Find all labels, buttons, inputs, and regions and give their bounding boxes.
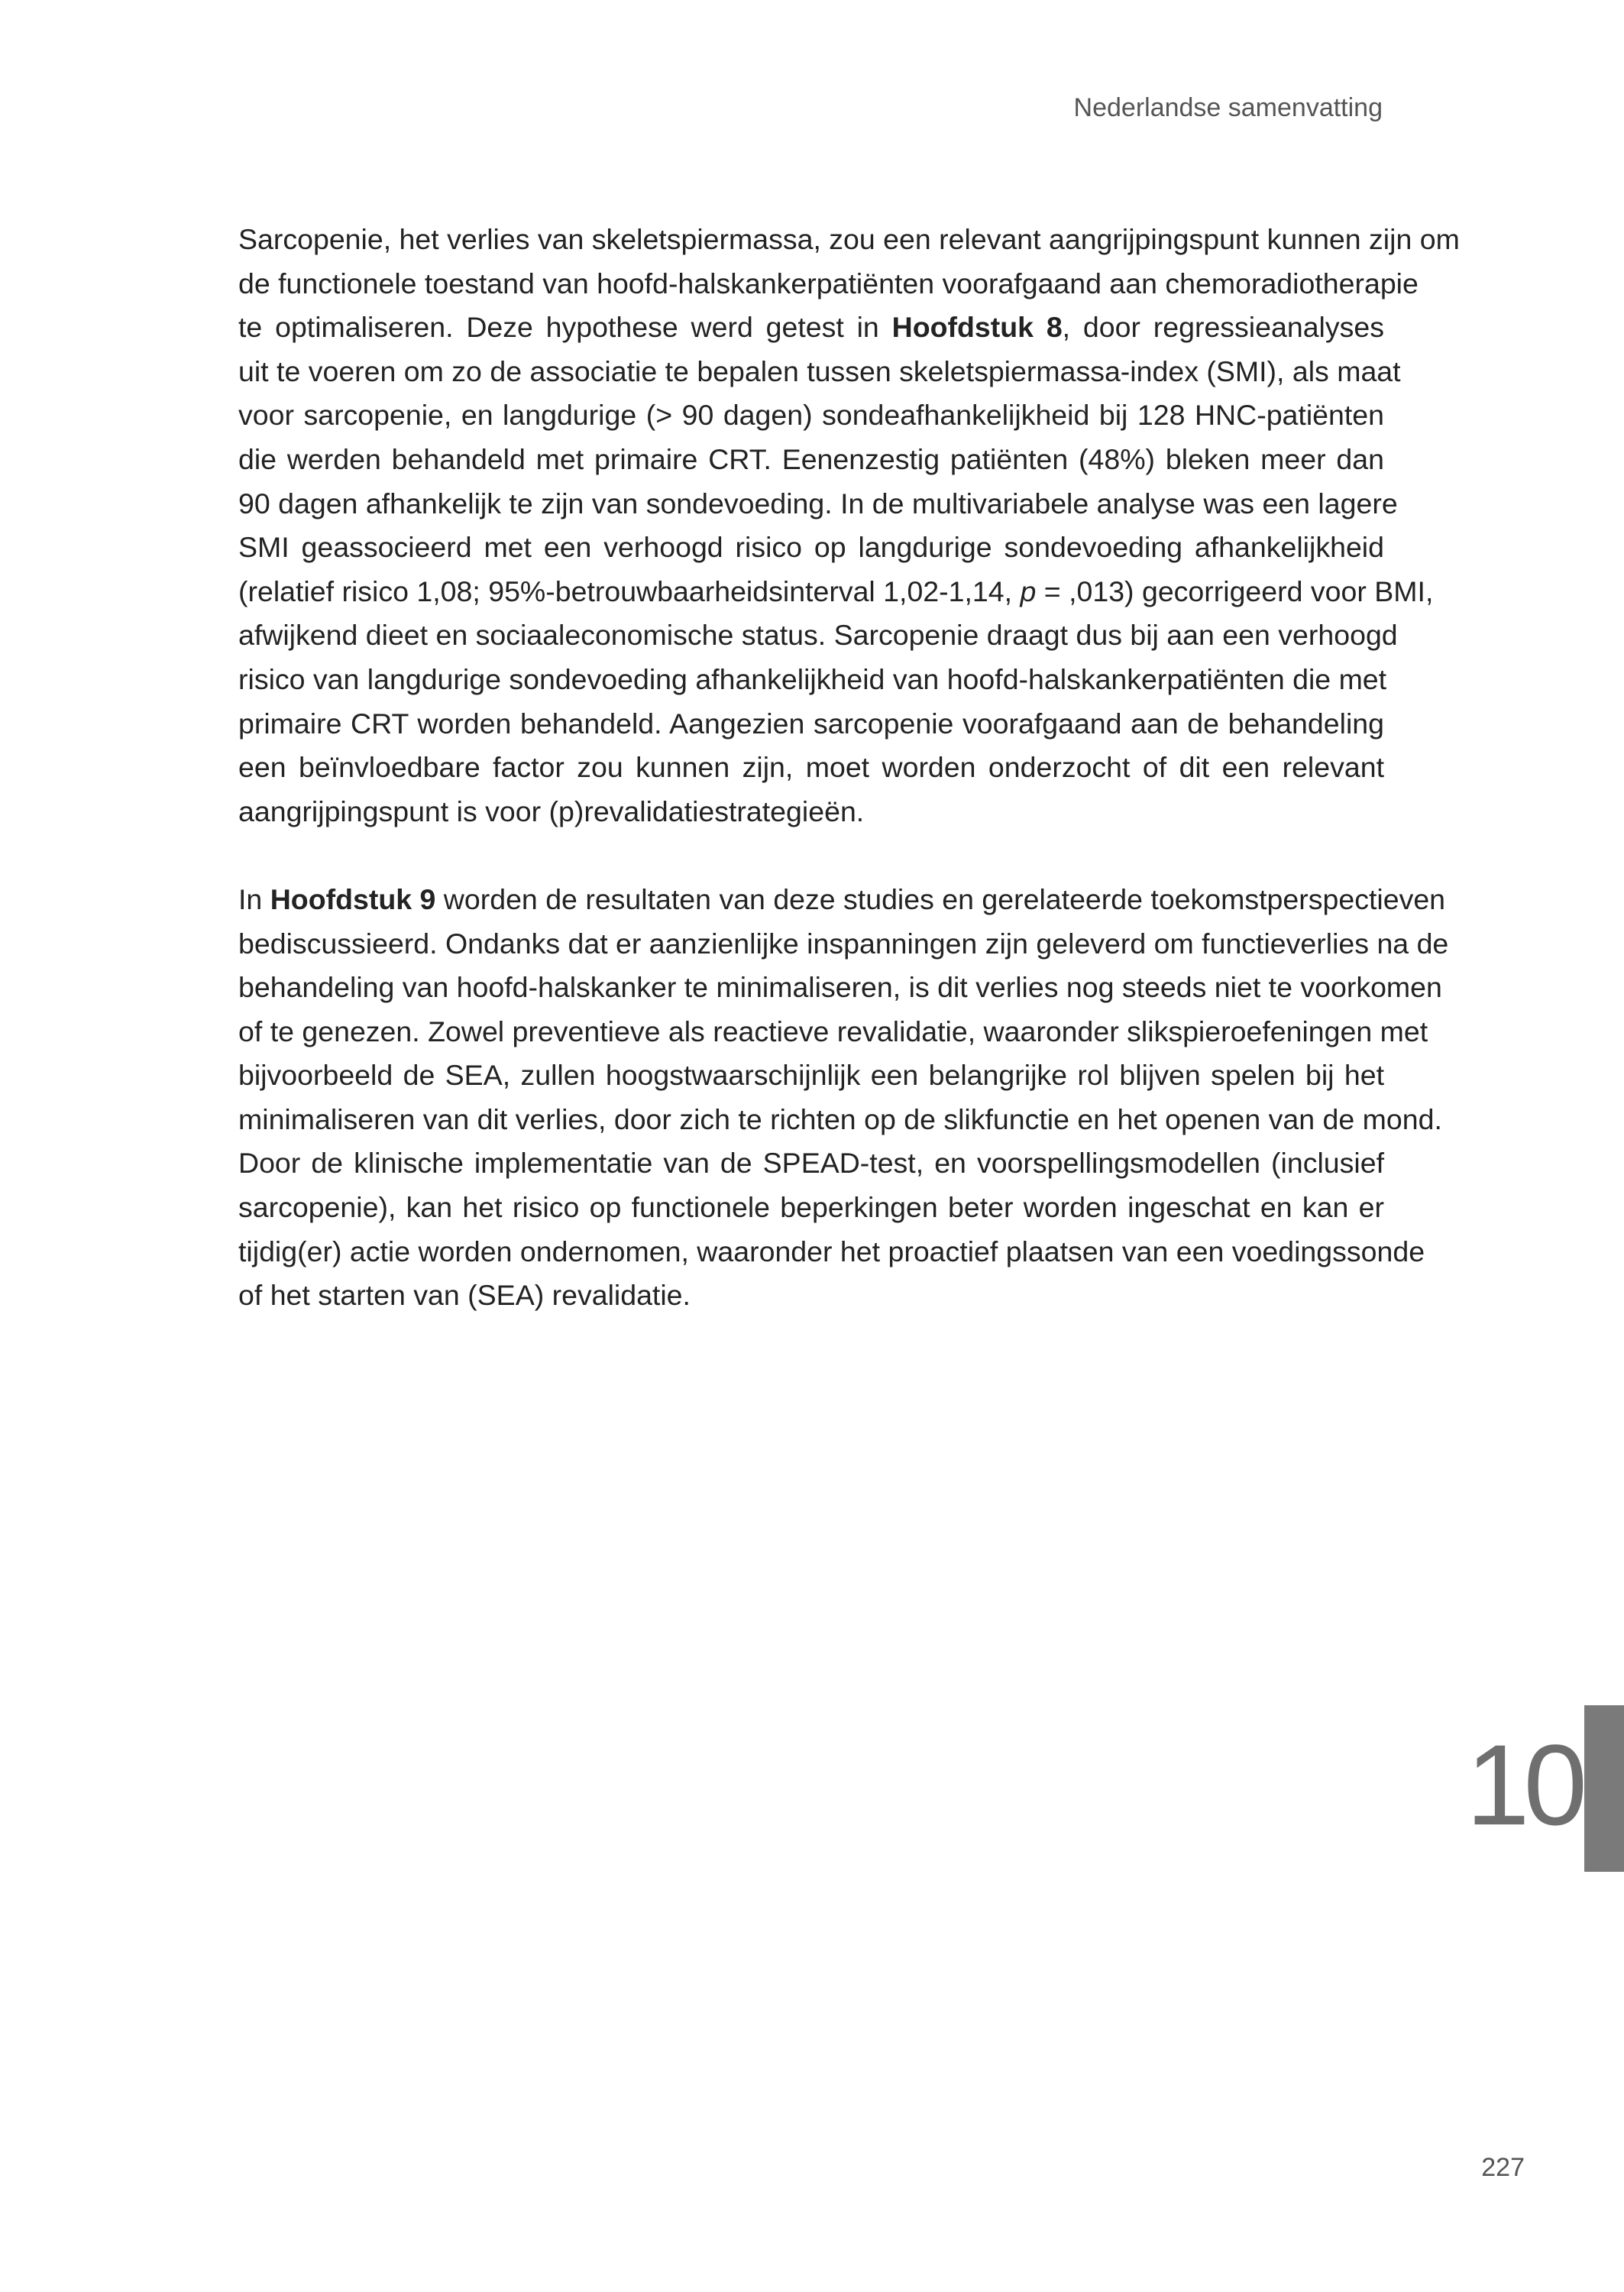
running-header: Nederlandse samenvatting xyxy=(1073,93,1383,122)
text-run: te optimaliseren. Deze hypothese werd getest in xyxy=(238,311,892,344)
text-run: , door regressieanalyses xyxy=(1062,311,1384,344)
paragraph-1-line: die werden behandeld met primaire CRT. Eenenzestig patiënten (48%) bleken meer dan xyxy=(238,442,1384,475)
chapter-reference-8: Hoofdstuk 8 xyxy=(891,311,1063,344)
p-value-symbol: p xyxy=(1020,575,1037,607)
chapter-number: 10 xyxy=(1466,1721,1581,1849)
chapter-reference-9: Hoofdstuk 9 xyxy=(270,882,436,915)
text-run: (relatief risico 1,08; 95%-betrouwbaarheidsinterval 1,02-1,14, xyxy=(238,575,1021,607)
text-run: worden de resultaten van deze studies en gerelateerde toekomstperspectieven xyxy=(435,882,1446,915)
paragraph-1-line: risico van langdurige sondevoeding afhankelijkheid van hoofd-halskankerpatiënten die met xyxy=(238,662,1387,695)
page-number: 227 xyxy=(1481,2153,1525,2182)
paragraph-2-line: tijdig(er) actie worden ondernomen, waaronder het proactief plaatsen van een voedingssonde xyxy=(238,1235,1425,1267)
chapter-tab xyxy=(1584,1705,1624,1872)
paragraph-1-line: voor sarcopenie, en langdurige (> 90 dagen) sondeafhankelijkheid bij 128 HNC-patiënten xyxy=(238,399,1384,432)
paragraph-1-line: de functionele toestand van hoofd-halskankerpatiënten voorafgaand aan chemoradiotherapie xyxy=(238,267,1419,299)
paragraph-1 xyxy=(238,218,1460,834)
paragraph-1-line: SMI geassocieerd met een verhoogd risico op langdurige sondevoeding afhankelijkheid xyxy=(238,531,1384,564)
paragraph-1-line: een beïnvloedbare factor zou kunnen zijn, moet worden onderzocht of dit een relevant xyxy=(238,751,1384,784)
paragraph-1-line: afwijkend dieet en sociaaleconomische status. Sarcopenie draagt dus bij aan een verhoogd xyxy=(238,619,1398,652)
paragraph-1-line xyxy=(238,570,1434,614)
paragraph-2-line: behandeling van hoofd-halskanker te minimaliseren, is dit verlies nog steeds niet te voorkomen xyxy=(238,971,1442,1004)
paragraph-2-line: of het starten van (SEA) revalidatie. xyxy=(238,1279,691,1312)
body-text xyxy=(238,218,1460,1318)
text-run: = ,013) gecorrigeerd voor BMI, xyxy=(1036,575,1434,607)
paragraph-2-line: minimaliseren van dit verlies, door zich te richten op de slikfunctie en het openen van de mond. xyxy=(238,1102,1442,1135)
paragraph-2-line xyxy=(238,878,1446,922)
paragraph-1-line xyxy=(238,306,1384,350)
paragraph-2 xyxy=(238,878,1449,1318)
text-run: In xyxy=(238,882,270,915)
paragraph-1-line: Sarcopenie, het verlies van skeletspiermassa, zou een relevant aangrijpingspunt kunnen zijn om xyxy=(238,223,1460,255)
paragraph-1-line: aangrijpingspunt is voor (p)revalidatiestrategieën. xyxy=(238,795,865,827)
paragraph-2-line: of te genezen. Zowel preventieve als reactieve revalidatie, waaronder slikspieroefeningen met xyxy=(238,1015,1428,1047)
paragraph-2-line: bijvoorbeeld de SEA, zullen hoogstwaarschijnlijk een belangrijke rol blijven spelen bij het xyxy=(238,1059,1384,1092)
paragraph-1-line: primaire CRT worden behandeld. Aangezien sarcopenie voorafgaand aan de behandeling xyxy=(238,707,1384,740)
paragraph-2-line: Door de klinische implementatie van de SPEAD-test, en voorspellingsmodellen (inclusief xyxy=(238,1147,1384,1180)
paragraph-2-line: bediscussieerd. Ondanks dat er aanzienlijke inspanningen zijn geleverd om functieverlies na de xyxy=(238,927,1449,960)
paragraph-1-line: uit te voeren om zo de associatie te bepalen tussen skeletspiermassa-index (SMI), als maat xyxy=(238,354,1401,387)
paragraph-2-line: sarcopenie), kan het risico op functionele beperkingen beter worden ingeschat en kan er xyxy=(238,1191,1384,1224)
paragraph-1-line: 90 dagen afhankelijk te zijn van sondevoeding. In de multivariabele analyse was een lagere xyxy=(238,487,1398,520)
